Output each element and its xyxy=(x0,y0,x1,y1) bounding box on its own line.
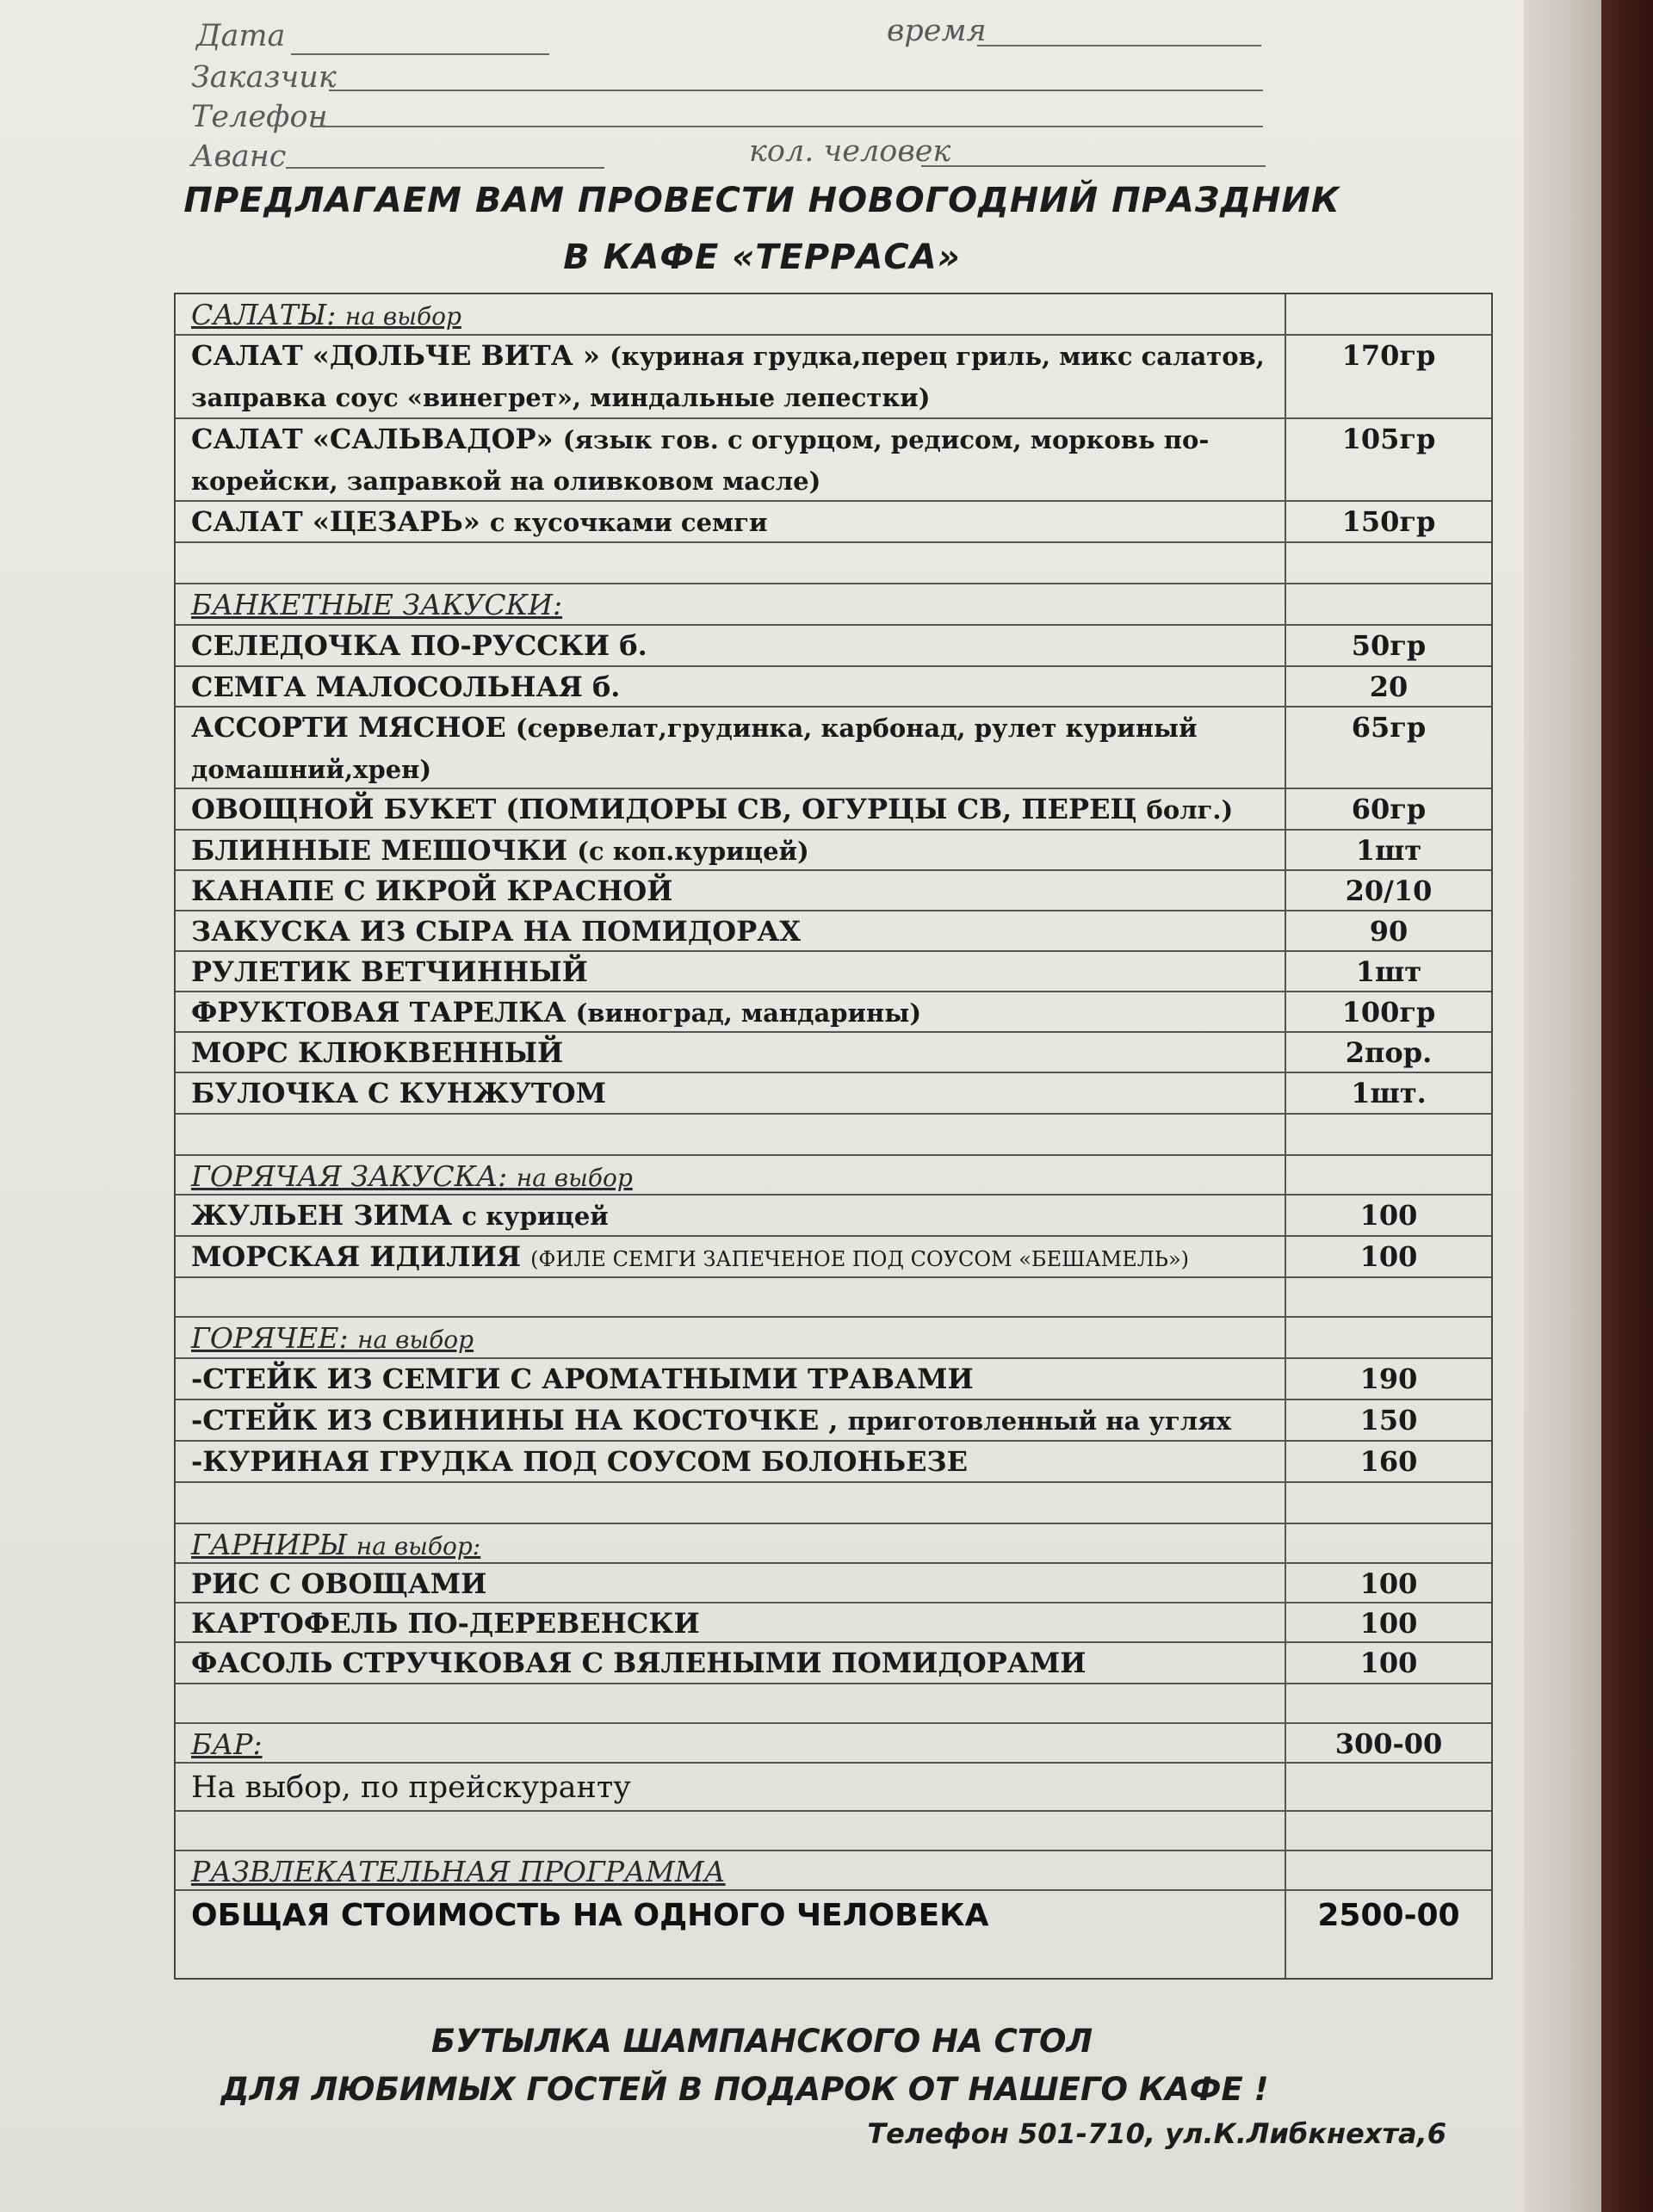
menu-item-qty: 100 xyxy=(1359,1199,1418,1232)
table-row xyxy=(176,1156,1491,1196)
menu-item-name: МОРСКАЯ ИДИЛИЯ (ФИЛЕ СЕМГИ ЗАПЕЧЕНОЕ ПОД СОУСОМ «БЕШАМЕЛЬ») xyxy=(191,1240,1189,1273)
table-row xyxy=(176,336,1491,419)
menu-item-name: САЛАТ «ДОЛЬЧЕ ВИТА » (куриная грудка,перец гриль, микс салатов, заправка соус «винегрет», миндальные лепестки) xyxy=(191,339,1265,412)
table-row xyxy=(176,1033,1491,1073)
menu-item-name: -СТЕЙК ИЗ СВИНИНЫ НА КОСТОЧКЕ , приготовленный на углях xyxy=(191,1404,1231,1437)
table-row xyxy=(176,502,1491,543)
table-row xyxy=(176,1359,1491,1400)
menu-item-name: ФАСОЛЬ СТРУЧКОВАЯ С ВЯЛЕНЫМИ ПОМИДОРАМИ xyxy=(191,1647,1087,1679)
menu-item-qty: 100гр xyxy=(1341,996,1436,1029)
table-row xyxy=(176,871,1491,911)
menu-item-qty: 90 xyxy=(1369,915,1408,948)
menu-item-qty: 150гр xyxy=(1341,505,1436,538)
table-row xyxy=(176,1643,1491,1684)
menu-item-name: ЗАКУСКА ИЗ СЫРА НА ПОМИДОРАХ xyxy=(191,915,802,948)
table-row xyxy=(176,1764,1491,1812)
spacer-row xyxy=(176,543,1491,584)
customer-label: Заказчик xyxy=(191,60,337,95)
table-row xyxy=(176,911,1491,952)
time-rule xyxy=(977,45,1261,46)
spacer-row xyxy=(176,1483,1491,1524)
menu-item-qty: 50гр xyxy=(1351,629,1427,662)
phone-rule xyxy=(312,126,1263,127)
menu-table xyxy=(174,293,1493,1980)
guests-rule xyxy=(921,165,1266,167)
section-title-entertainment: РАЗВЛЕКАТЕЛЬНАЯ ПРОГРАММА xyxy=(191,1855,726,1888)
table-row xyxy=(176,831,1491,871)
menu-item-qty: 100 xyxy=(1359,1240,1418,1273)
spacer-row xyxy=(176,1278,1491,1318)
menu-item-name: КАНАПЕ С ИКРОЙ КРАСНОЙ xyxy=(191,874,673,907)
table-row xyxy=(176,1237,1491,1278)
menu-item-qty: 300-00 xyxy=(1334,1727,1443,1760)
section-title-hot: ГОРЯЧЕЕ: на выбор xyxy=(191,1321,474,1355)
promo-line2: ДЛЯ ЛЮБИМЫХ ГОСТЕЙ В ПОДАРОК ОТ НАШЕГО КАФЕ ! xyxy=(220,2071,1269,2108)
promo-line1: БУТЫЛКА ШАМПАНСКОГО НА СТОЛ xyxy=(430,2023,1093,2060)
table-row xyxy=(176,1524,1491,1564)
menu-item-qty: 20/10 xyxy=(1345,874,1433,907)
phone-field xyxy=(191,100,328,134)
table-row xyxy=(176,952,1491,992)
section-title-bar: БАР: xyxy=(191,1727,263,1761)
total-label: ОБЩАЯ СТОИМОСТЬ НА ОДНОГО ЧЕЛОВЕКА xyxy=(191,1898,989,1933)
menu-item-name: СЕМГА МАЛОСОЛЬНАЯ б. xyxy=(191,670,621,703)
customer-rule xyxy=(329,90,1263,91)
table-row xyxy=(176,1400,1491,1442)
menu-item-name: РУЛЕТИК ВЕТЧИННЫЙ xyxy=(191,955,588,988)
total-value: 2500-00 xyxy=(1317,1898,1460,1933)
menu-item-qty: 170гр xyxy=(1341,339,1436,372)
menu-item-name: -КУРИНАЯ ГРУДКА ПОД СОУСОМ БОЛОНЬЕЗЕ xyxy=(191,1445,968,1478)
phone-label: Телефон xyxy=(191,100,328,134)
table-row xyxy=(176,1442,1491,1483)
menu-item-qty: 105гр xyxy=(1341,423,1436,455)
time-field xyxy=(887,14,987,48)
menu-item-qty: 190 xyxy=(1359,1362,1418,1395)
binder-edge xyxy=(1601,0,1653,2212)
menu-item-qty: 100 xyxy=(1359,1567,1418,1600)
menu-item-qty: 1шт xyxy=(1355,834,1422,867)
table-row xyxy=(176,1073,1491,1115)
table-row xyxy=(176,294,1491,336)
menu-item-name: На выбор, по прейскуранту xyxy=(191,1770,631,1805)
table-row xyxy=(176,1724,1491,1764)
table-row xyxy=(176,419,1491,502)
advance-label: Аванс xyxy=(191,139,287,174)
menu-item-name: -СТЕЙК ИЗ СЕМГИ С АРОМАТНЫМИ ТРАВАМИ xyxy=(191,1362,974,1395)
table-row xyxy=(176,1196,1491,1237)
menu-item-name: СЕЛЕДОЧКА ПО-РУССКИ б. xyxy=(191,629,647,662)
menu-item-name: МОРС КЛЮКВЕННЫЙ xyxy=(191,1036,564,1069)
menu-item-name: БЛИННЫЕ МЕШОЧКИ (с коп.курицей) xyxy=(191,834,809,867)
menu-item-qty: 1шт. xyxy=(1351,1077,1427,1109)
menu-item-name: ФРУКТОВАЯ ТАРЕЛКА (виноград, мандарины) xyxy=(191,996,922,1029)
section-title-hot-snack: ГОРЯЧАЯ ЗАКУСКА: на выбор xyxy=(191,1159,633,1193)
menu-item-qty: 1шт xyxy=(1355,955,1422,988)
date-label: Дата xyxy=(196,19,286,53)
menu-item-name: ЖУЛЬЕН ЗИМА с курицей xyxy=(191,1199,609,1232)
menu-item-qty: 60гр xyxy=(1351,793,1427,825)
table-row xyxy=(176,1318,1491,1359)
customer-field xyxy=(191,60,337,95)
contact-info: Телефон 501-710, ул.К.Либкнехта,6 xyxy=(867,2117,1446,2150)
menu-item-qty: 150 xyxy=(1359,1404,1418,1437)
table-row xyxy=(176,789,1491,831)
table-row xyxy=(176,992,1491,1033)
section-title-salads: САЛАТЫ: на выбор xyxy=(191,298,461,331)
guests-field xyxy=(749,134,950,169)
spacer-row xyxy=(176,1115,1491,1156)
menu-item-name: КАРТОФЕЛЬ ПО-ДЕРЕВЕНСКИ xyxy=(191,1607,700,1640)
menu-item-qty: 100 xyxy=(1359,1647,1418,1679)
advance-field xyxy=(191,139,286,174)
menu-item-name: САЛАТ «САЛЬВАДОР» (язык гов. с огурцом, редисом, морковь по-корейски, заправкой на оливковом масле) xyxy=(191,423,1210,496)
table-row xyxy=(176,707,1491,789)
date-rule xyxy=(291,53,549,55)
menu-item-qty: 20 xyxy=(1369,670,1408,703)
page-edge xyxy=(1524,0,1601,2212)
menu-item-qty: 2пор. xyxy=(1345,1036,1433,1069)
spacer-row xyxy=(176,1812,1491,1851)
spacer-row xyxy=(176,1684,1491,1724)
time-label: время xyxy=(887,14,987,48)
section-title-snacks: БАНКЕТНЫЕ ЗАКУСКИ: xyxy=(191,588,563,621)
table-row xyxy=(176,667,1491,707)
table-row xyxy=(176,626,1491,667)
menu-item-name: ОВОЩНОЙ БУКЕТ (ПОМИДОРЫ СВ, ОГУРЦЫ СВ, ПЕРЕЦ болг.) xyxy=(191,793,1234,825)
menu-item-qty: 100 xyxy=(1359,1607,1418,1640)
menu-item-name: РИС С ОВОЩАМИ xyxy=(191,1567,487,1600)
menu-item-qty: 160 xyxy=(1359,1445,1418,1478)
heading-line2: В КАФЕ «ТЕРРАСА» xyxy=(563,238,961,277)
guests-label: кол. человек xyxy=(749,134,951,169)
section-title-garnish: ГАРНИРЫ на выбор: xyxy=(191,1528,481,1561)
heading-line1: ПРЕДЛАГАЕМ ВАМ ПРОВЕСТИ НОВОГОДНИЙ ПРАЗДНИК xyxy=(183,181,1340,220)
menu-item-qty: 65гр xyxy=(1351,711,1427,744)
table-row xyxy=(176,584,1491,626)
advance-rule xyxy=(286,167,604,169)
menu-item-name: САЛАТ «ЦЕЗАРЬ» с кусочками семги xyxy=(191,505,768,538)
menu-item-name: АССОРТИ МЯСНОЕ (сервелат,грудинка, карбонад, рулет куриный домашний,хрен) xyxy=(191,711,1198,784)
total-row xyxy=(176,1891,1491,1978)
table-row xyxy=(176,1851,1491,1891)
date-field xyxy=(196,19,285,53)
menu-item-name: БУЛОЧКА С КУНЖУТОМ xyxy=(191,1077,606,1109)
table-row xyxy=(176,1564,1491,1603)
table-row xyxy=(176,1603,1491,1643)
